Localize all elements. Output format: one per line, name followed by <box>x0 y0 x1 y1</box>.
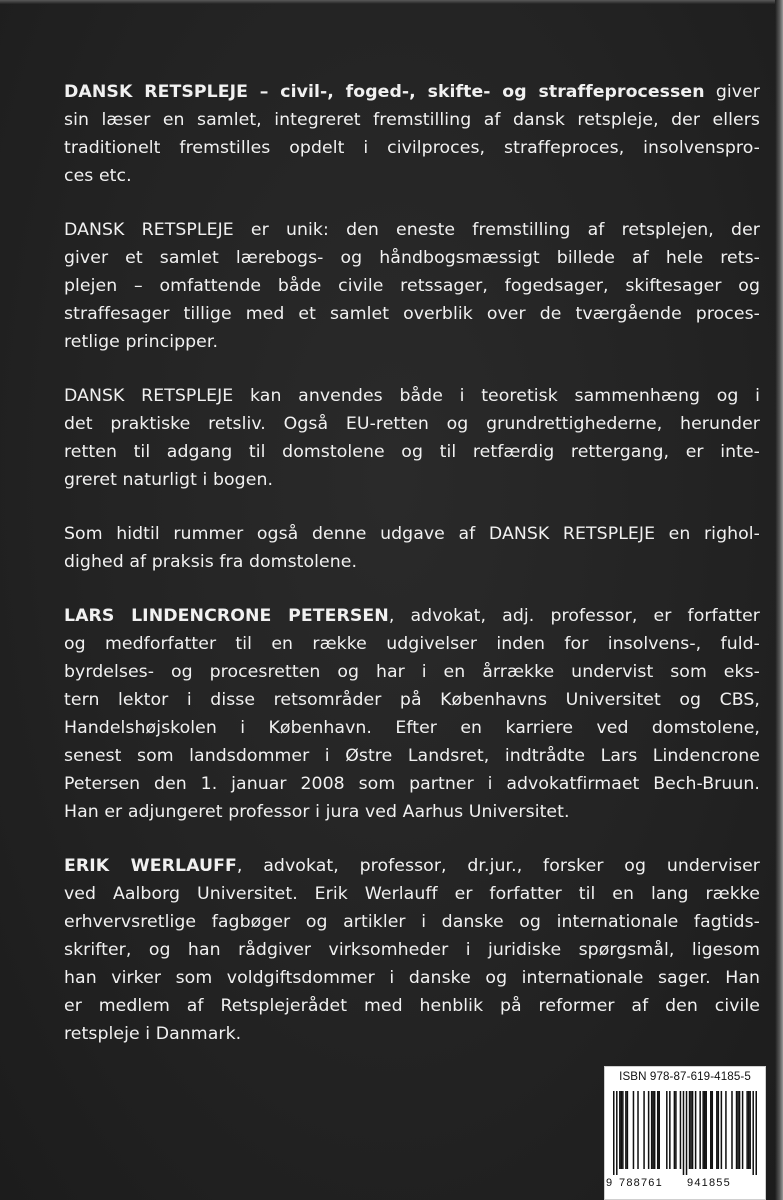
barcode-bar <box>716 1091 718 1169</box>
paragraph <box>64 216 760 356</box>
text-line <box>64 880 760 908</box>
body-text: sin læser en samlet, integreret fremstilling af dansk retspleje, der ellers <box>64 110 760 130</box>
cover-right-edge <box>775 0 783 1200</box>
barcode-digit-first: 9 <box>606 1177 614 1189</box>
body-text: Han er adjungeret professor i jura ved Aarhus Universitet. <box>64 802 570 822</box>
text-line <box>64 630 760 658</box>
text-line <box>64 438 760 466</box>
barcode-bar <box>749 1091 751 1169</box>
text-line <box>64 106 760 134</box>
text-line <box>64 382 760 410</box>
barcode-bar <box>705 1091 707 1169</box>
barcode-bar <box>622 1091 624 1169</box>
text-line <box>64 742 760 770</box>
body-text: traditionelt fremstilles opdelt i civilproces, straffeproces, insolvenspro- <box>64 138 760 158</box>
barcode-bar <box>739 1091 741 1169</box>
text-line <box>64 466 760 494</box>
body-text: er medlem af Retsplejerådet med henblik på reformer af den civile <box>64 996 760 1016</box>
barcode-bar <box>675 1091 677 1169</box>
paragraph <box>64 852 760 1048</box>
barcode-bar <box>674 1091 676 1169</box>
body-text: ces etc. <box>64 166 132 186</box>
body-text: han virker som voldgiftsdommer i danske og internationale sager. Han <box>64 968 760 988</box>
body-text: plejen – omfattende både civile retssager, fogedsager, skiftesager og <box>64 276 760 296</box>
barcode-bar <box>718 1091 720 1169</box>
text-line <box>64 798 760 826</box>
body-text: Som hidtil rummer også denne udgave af DANSK RETSPLEJE en righol- <box>64 524 760 544</box>
body-text: , advokat, adj. professor, er forfatter <box>388 606 760 626</box>
body-text: DANSK RETSPLEJE er unik: den eneste fremstilling af retsplejen, der <box>64 220 760 240</box>
barcode-bar <box>737 1091 739 1169</box>
paragraph <box>64 602 760 826</box>
barcode-bar <box>712 1091 714 1169</box>
isbn-barcode-label <box>604 1066 766 1200</box>
barcode-bar <box>704 1091 706 1169</box>
body-text: , advokat, professor, dr.jur., forsker og underviser <box>236 856 760 876</box>
barcode-bar <box>648 1091 650 1169</box>
barcode-bar <box>625 1091 627 1169</box>
barcode-bar <box>680 1091 682 1169</box>
body-text: Handelshøjskolen i København. Efter en karriere ved domstolene, <box>64 718 760 738</box>
text-line <box>64 244 760 272</box>
barcode-digits-left: 788761 <box>619 1177 663 1189</box>
text-line <box>64 770 760 798</box>
text-line <box>64 602 760 630</box>
barcode-bar <box>654 1091 656 1169</box>
text-line <box>64 328 760 356</box>
text-line <box>64 658 760 686</box>
body-text: retlige principper. <box>64 332 219 352</box>
barcode-bar <box>616 1091 618 1175</box>
barcode-graphic <box>613 1091 757 1175</box>
body-text: Petersen den 1. januar 2008 som partner i advokatfirmaet Bech-Bruun. <box>64 774 760 794</box>
barcode-bar <box>699 1091 701 1169</box>
body-text: byrdelses- og procesretten og har i en årrække undervist som eks- <box>64 662 760 682</box>
text-line <box>64 936 760 964</box>
barcode-bar <box>686 1091 688 1175</box>
text-line <box>64 134 760 162</box>
text-line <box>64 410 760 438</box>
barcode-bar <box>748 1091 750 1169</box>
barcode-bar <box>669 1091 671 1169</box>
barcode-bar <box>746 1091 748 1169</box>
paragraph <box>64 520 760 576</box>
barcode-digits-right: 941855 <box>687 1177 731 1189</box>
barcode-bar <box>695 1091 697 1169</box>
text-line <box>64 1020 760 1048</box>
barcode-bar <box>725 1091 727 1169</box>
body-text: det praktiske retsliv. Også EU-retten og grundrettighederne, herunder <box>64 414 760 434</box>
text-line <box>64 852 760 880</box>
barcode-bar <box>633 1091 635 1169</box>
barcode-bar <box>752 1091 754 1175</box>
text-line <box>64 78 760 106</box>
barcode-bar <box>658 1091 660 1169</box>
barcode-bar <box>731 1091 733 1169</box>
body-text: senest som landsdommer i Østre Landsret, indtrådte Lars Lindencrone <box>64 746 760 766</box>
barcode-bar <box>652 1091 654 1169</box>
body-text: retspleje i Danmark. <box>64 1024 242 1044</box>
body-text: tern lektor i disse retsområder på Københavns Universitet og CBS, <box>64 690 760 710</box>
barcode-bar <box>721 1091 723 1169</box>
body-text: skrifter, og han rådgiver virksomheder i juridiske spørgsmål, ligesom <box>64 940 760 960</box>
blurb-text <box>64 78 760 1074</box>
barcode-bar <box>755 1091 757 1175</box>
barcode-bar <box>643 1091 645 1169</box>
barcode-bar <box>710 1091 712 1169</box>
barcode-bar <box>657 1091 659 1169</box>
barcode-bar <box>627 1091 629 1169</box>
barcode-bar <box>613 1091 615 1175</box>
barcode-bar <box>619 1091 621 1169</box>
barcode-bar <box>637 1091 639 1169</box>
body-text: DANSK RETSPLEJE kan anvendes både i teoretisk sammenhæng og i <box>64 386 760 406</box>
text-line <box>64 300 760 328</box>
paragraph <box>64 382 760 494</box>
paragraph <box>64 78 760 190</box>
barcode-bar <box>621 1091 623 1169</box>
bold-text: LARS LINDENCRONE PETERSEN <box>64 606 389 626</box>
text-line <box>64 162 760 190</box>
body-text: giver et samlet lærebogs- og håndbogsmæssigt billede af hele rets- <box>64 248 760 268</box>
body-text: greret naturligt i bogen. <box>64 470 274 490</box>
text-line <box>64 548 760 576</box>
text-line <box>64 686 760 714</box>
barcode-bar <box>742 1091 744 1169</box>
body-text: erhvervsretlige fagbøger og artikler i danske og internationale fagtids- <box>64 912 760 932</box>
barcode-bar <box>651 1091 653 1169</box>
text-line <box>64 992 760 1020</box>
text-line <box>64 714 760 742</box>
body-text: giver <box>704 82 760 102</box>
barcode-bar <box>702 1091 704 1169</box>
body-text: dighed af praksis fra domstolene. <box>64 552 358 572</box>
barcode-bar <box>683 1091 685 1175</box>
text-line <box>64 520 760 548</box>
bold-text: ERIK WERLAUFF <box>64 856 237 876</box>
text-line <box>64 964 760 992</box>
barcode-bar <box>689 1091 691 1169</box>
barcode-bar <box>690 1091 692 1169</box>
text-line <box>64 216 760 244</box>
body-text: retten til adgang til domstolene og til retfærdig rettergang, er inte- <box>64 442 760 462</box>
barcode-bar <box>692 1091 694 1169</box>
text-line <box>64 908 760 936</box>
isbn-number: ISBN 978-87-619-4185-5 <box>619 1070 751 1083</box>
barcode-bar <box>666 1091 668 1169</box>
bold-text: DANSK RETSPLEJE – civil-, foged-, skifte- og straffeprocessen <box>64 82 705 102</box>
body-text: og medforfatter til en række udgivelser inden for insolvens-, fuld- <box>64 634 760 654</box>
cover-top-edge <box>0 0 783 4</box>
barcode-bar <box>736 1091 738 1169</box>
body-text: ved Aalborg Universitet. Erik Werlauff er forfatter til en lang række <box>64 884 760 904</box>
text-line <box>64 272 760 300</box>
body-text: straffesager tillige med et samlet overblik over de tværgående proces- <box>64 304 760 324</box>
